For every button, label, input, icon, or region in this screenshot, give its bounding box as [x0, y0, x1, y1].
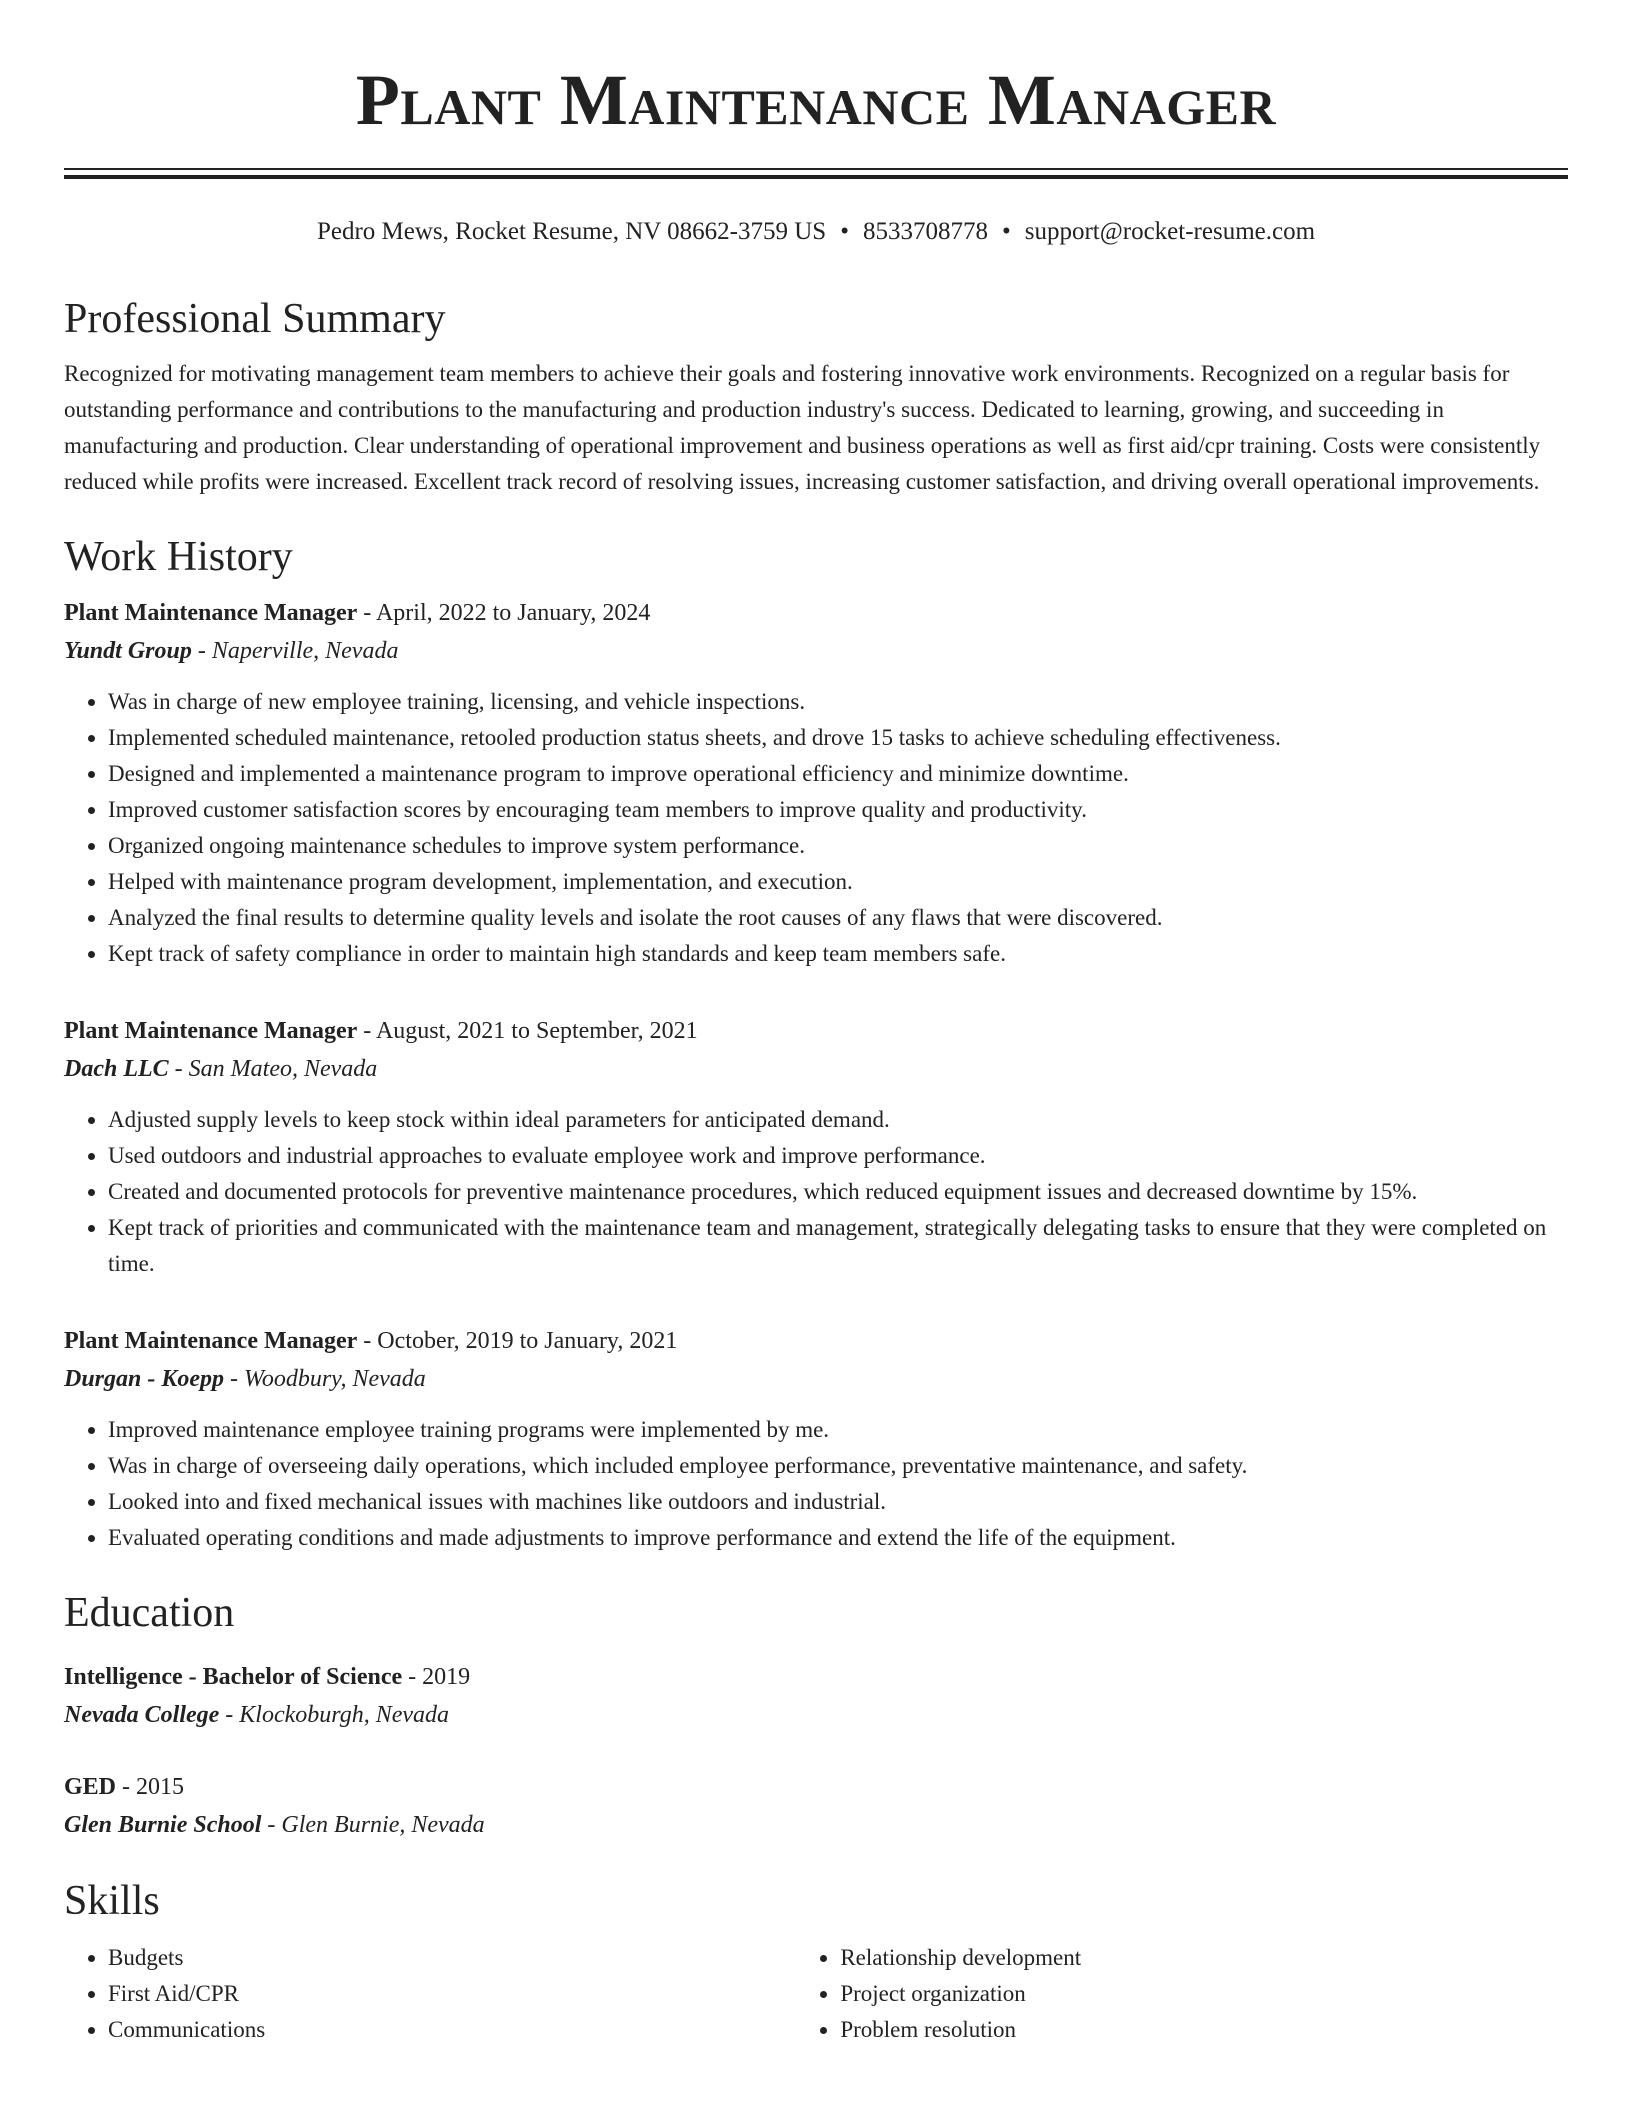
- contact-separator: •: [1001, 218, 1011, 245]
- list-item: • Used outdoors and industrial approaches to evaluate employee work and improve performance.: [108, 1138, 1568, 1174]
- job-title-line: [64, 1322, 1568, 1360]
- summary-section: [64, 290, 1568, 500]
- job-bullets: [64, 1412, 1568, 1556]
- job-title: Plant Maintenance Manager: [64, 1018, 358, 1044]
- skills-list-right: [794, 1940, 1568, 2048]
- education-entry: [64, 1768, 1568, 1844]
- list-item: • Improved customer satisfaction scores by encouraging team members to improve quality and productivity.: [108, 792, 1568, 828]
- list-item: • Implemented scheduled maintenance, retooled production status sheets, and drove 15 tasks to achieve scheduling effectiveness.: [108, 720, 1568, 756]
- list-item: • Budgets: [108, 1940, 794, 1976]
- education-section: [64, 1584, 1568, 1844]
- list-item: • Designed and implemented a maintenance program to improve operational efficiency and minimize downtime.: [108, 756, 1568, 792]
- list-item: • Created and documented protocols for preventive maintenance procedures, which reduced equipment issues and decreased downtime by 15%.: [108, 1174, 1568, 1210]
- title-rule-thin: [64, 168, 1568, 170]
- list-item: • Problem resolution: [840, 2012, 1568, 2048]
- job-location: - Naperville, Nevada: [191, 638, 399, 664]
- list-item: • Improved maintenance employee training programs were implemented by me.: [108, 1412, 1568, 1448]
- list-item: • Project organization: [840, 1976, 1568, 2012]
- list-item: • Kept track of safety compliance in order to maintain high standards and keep team members safe.: [108, 936, 1568, 972]
- job-dates: - April, 2022 to January, 2024: [357, 600, 651, 626]
- school-location: - Klockoburgh, Nevada: [219, 1702, 450, 1728]
- job-company-line: [64, 632, 1568, 670]
- skills-heading: Skills: [64, 1878, 160, 1924]
- job-company-line: [64, 1050, 1568, 1088]
- job-entry: [64, 1012, 1568, 1282]
- degree: Intelligence - Bachelor of Science: [64, 1664, 403, 1690]
- resume-title: Plant Maintenance Manager: [355, 60, 1277, 140]
- skills-list-left: [64, 1940, 794, 2048]
- list-item: • Helped with maintenance program development, implementation, and execution.: [108, 864, 1568, 900]
- list-item: • Kept track of priorities and communicated with the maintenance team and management, strategically delegating tasks to ensure that they were completed on time.: [108, 1210, 1568, 1282]
- list-item: • Communications: [108, 2012, 794, 2048]
- work-history-heading: Work History: [64, 534, 293, 580]
- title-rule-thick: [64, 175, 1568, 179]
- contact-address: Pedro Mews, Rocket Resume, NV 08662-3759 US: [316, 218, 827, 245]
- job-dates: - August, 2021 to September, 2021: [357, 1018, 698, 1044]
- school-line: [64, 1696, 1568, 1734]
- list-item: • Relationship development: [840, 1940, 1568, 1976]
- degree-year: - 2019: [402, 1664, 471, 1690]
- job-location: - San Mateo, Nevada: [168, 1056, 378, 1082]
- job-bullets: [64, 684, 1568, 972]
- list-item: • First Aid/CPR: [108, 1976, 794, 2012]
- job-company: Durgan - Koepp: [64, 1366, 225, 1392]
- job-entry: [64, 594, 1568, 972]
- summary-heading: Professional Summary: [64, 296, 446, 342]
- summary-text: Recognized for motivating management team members to achieve their goals and fostering innovative work environments. Recognized on a regular basis for outstanding performance and contributions to the manufacturing and production industry's success. Dedicated to learning, growing, and succeeding in manufacturing and production. Clear understanding of operational improvement and business operations as well as first aid/cpr training. Costs were consistently reduced while profits were increased. Excellent track record of resolving issues, increasing customer satisfaction, and driving overall operational improvements.: [64, 361, 1541, 494]
- degree: GED: [64, 1774, 117, 1800]
- list-item: • Was in charge of overseeing daily operations, which included employee performance, preventative maintenance, and safety.: [108, 1448, 1568, 1484]
- degree-year: - 2015: [116, 1774, 185, 1800]
- job-dates: - October, 2019 to January, 2021: [357, 1328, 678, 1354]
- job-company: Dach LLC: [64, 1056, 169, 1082]
- education-heading: Education: [64, 1590, 235, 1636]
- resume-content: [64, 290, 1568, 2048]
- job-title: Plant Maintenance Manager: [64, 1328, 358, 1354]
- school: Nevada College: [64, 1702, 220, 1728]
- school-line: [64, 1806, 1568, 1844]
- job-company: Yundt Group: [64, 638, 192, 664]
- job-title-line: [64, 1012, 1568, 1050]
- work-history-section: [64, 528, 1568, 1556]
- job-entry: [64, 1322, 1568, 1556]
- skills-section: [64, 1872, 1568, 2048]
- list-item: • Organized ongoing maintenance schedules to improve system performance.: [108, 828, 1568, 864]
- job-company-line: [64, 1360, 1568, 1398]
- contact-phone: 8533708778: [862, 218, 988, 245]
- skills-columns: [64, 1940, 1568, 2048]
- list-item: • Evaluated operating conditions and made adjustments to improve performance and extend the life of the equipment.: [108, 1520, 1568, 1556]
- contact-email: support@rocket-resume.com: [1024, 218, 1316, 245]
- degree-line: [64, 1658, 1568, 1696]
- contact-separator: •: [840, 218, 849, 245]
- list-item: • Analyzed the final results to determine quality levels and isolate the root causes of any flaws that were discovered.: [108, 900, 1568, 936]
- job-bullets: [64, 1102, 1568, 1282]
- list-item: • Looked into and fixed mechanical issues with machines like outdoors and industrial.: [108, 1484, 1568, 1520]
- degree-line: [64, 1768, 1568, 1806]
- list-item: • Adjusted supply levels to keep stock within ideal parameters for anticipated demand.: [108, 1102, 1568, 1138]
- school-location: - Glen Burnie, Nevada: [261, 1812, 485, 1838]
- job-title: Plant Maintenance Manager: [64, 600, 358, 626]
- job-location: - Woodbury, Nevada: [224, 1366, 426, 1392]
- job-title-line: [64, 594, 1568, 632]
- contact-line: [64, 216, 1568, 248]
- list-item: • Was in charge of new employee training, licensing, and vehicle inspections.: [108, 684, 1568, 720]
- education-entry: [64, 1658, 1568, 1734]
- school: Glen Burnie School: [64, 1812, 262, 1838]
